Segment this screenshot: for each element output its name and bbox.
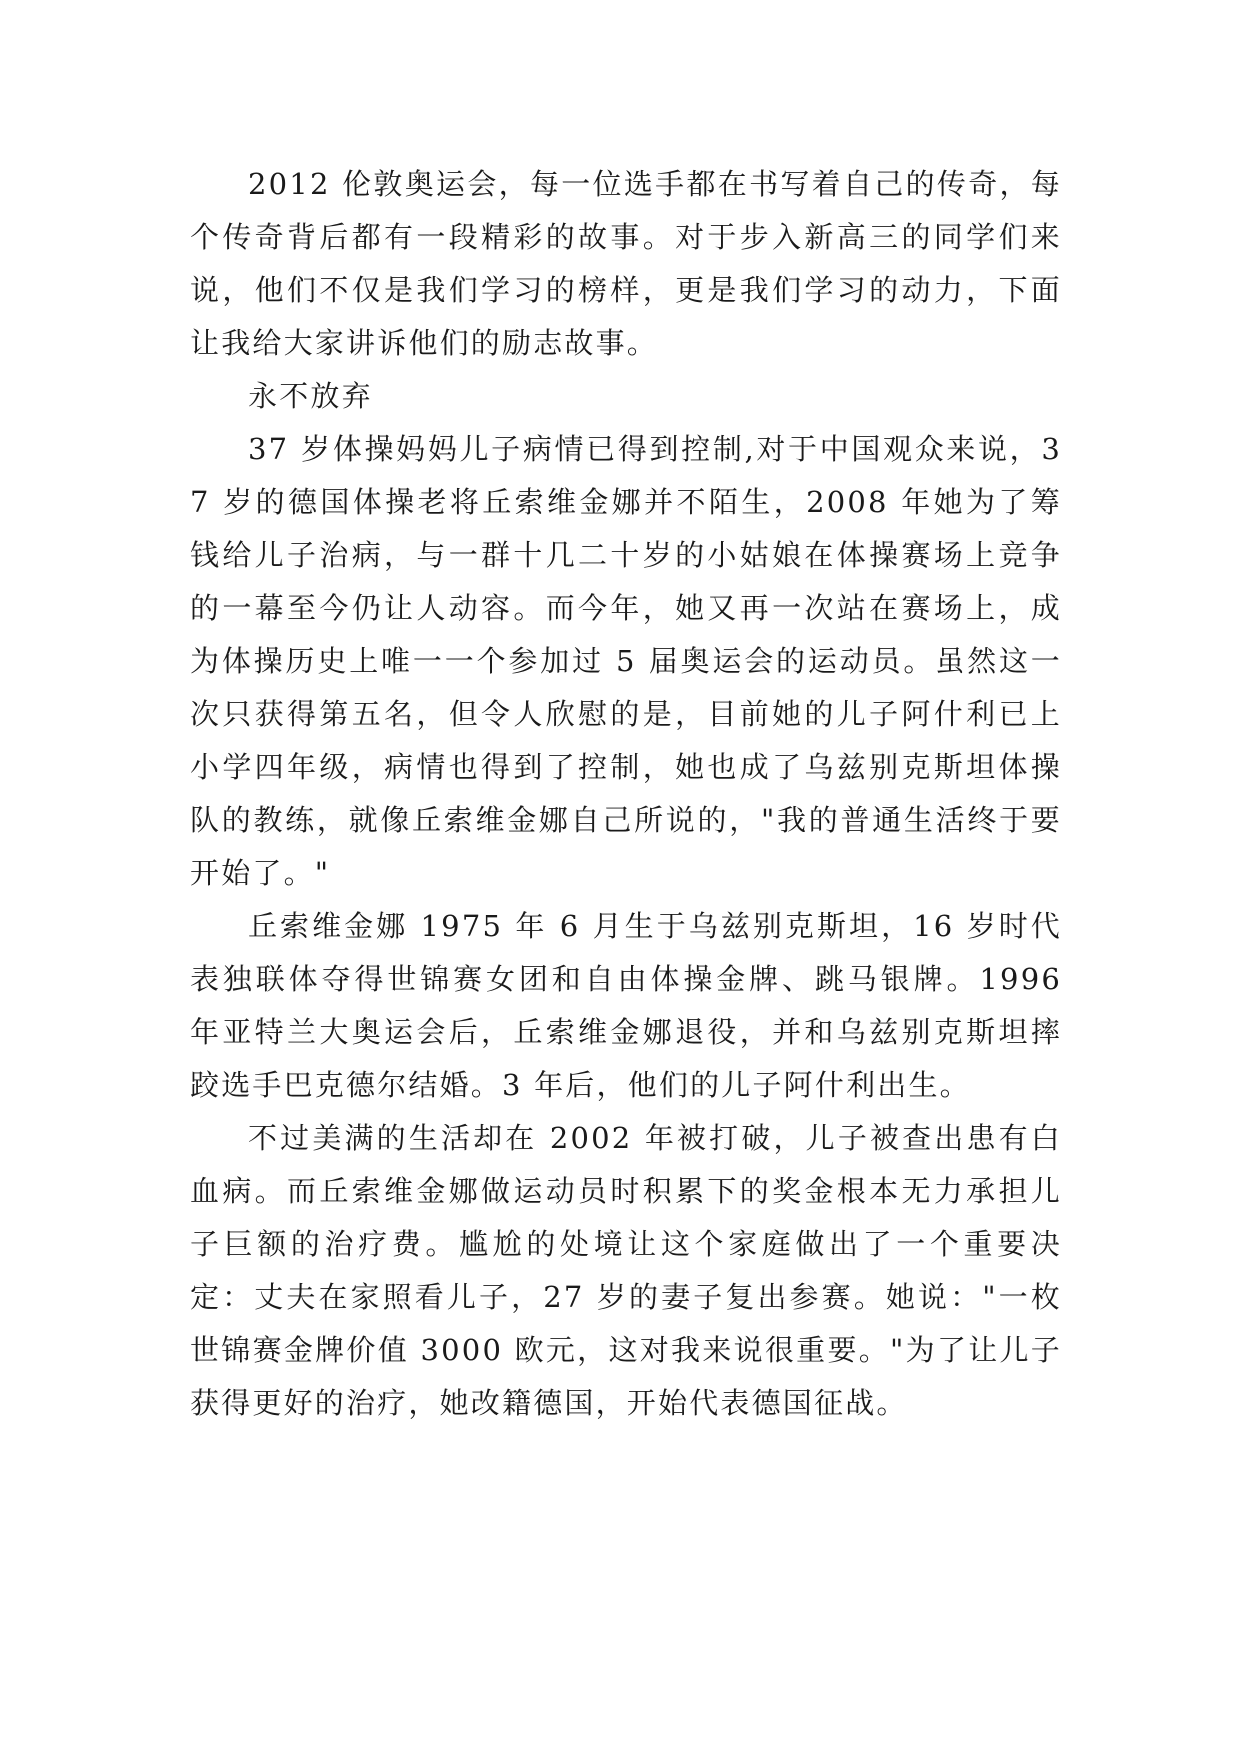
paragraph-background: 丘索维金娜 1975 年 6 月生于乌兹别克斯坦，16 岁时代表独联体夺得世锦赛女团和自由体操金牌、跳马银牌。1996 年亚特兰大奥运会后，丘索维金娜退役，并和乌兹别克斯坦摔跤选手巴克德尔结婚。3 年后，他们的儿子阿什利出生。 — [190, 909, 1062, 1102]
paragraph-intro: 2012 伦敦奥运会，每一位选手都在书写着自己的传奇，每个传奇背后都有一段精彩的故事。对于步入新高三的同学们来说，他们不仅是我们学习的榜样，更是我们学习的动力，下面让我给大家讲诉他们的励志故事。 — [190, 167, 1062, 360]
paragraph-story: 37 岁体操妈妈儿子病情已得到控制,对于中国观众来说，37 岁的德国体操老将丘索维金娜并不陌生，2008 年她为了筹钱给儿子治病，与一群十几二十岁的小姑娘在体操赛场上竞争的一幕至今仍让人动容。而今年，她又再一次站在赛场上，成为体操历史上唯一一个参加过 5 届奥运会的运动员。虽然这一次只获得第五名，但令人欣慰的是，目前她的儿子阿什利已上小学四年级，病情也得到了控制，她也成了乌兹别克斯坦体操队的教练，就像丘索维金娜自己所说的，"我的普通生活终于要开始了。" — [190, 432, 1062, 890]
document-body — [190, 158, 1062, 1430]
paragraph-illness: 不过美满的生活却在 2002 年被打破，儿子被查出患有白血病。而丘索维金娜做运动员时积累下的奖金根本无力承担儿子巨额的治疗费。尴尬的处境让这个家庭做出了一个重要决定：丈夫在家照看儿子，27 岁的妻子复出参赛。她说："一枚世锦赛金牌价值 3000 欧元，这对我来说很重要。"为了让儿子获得更好的治疗，她改籍德国，开始代表德国征战。 — [190, 1121, 1062, 1420]
section-heading: 永不放弃 — [248, 379, 373, 413]
